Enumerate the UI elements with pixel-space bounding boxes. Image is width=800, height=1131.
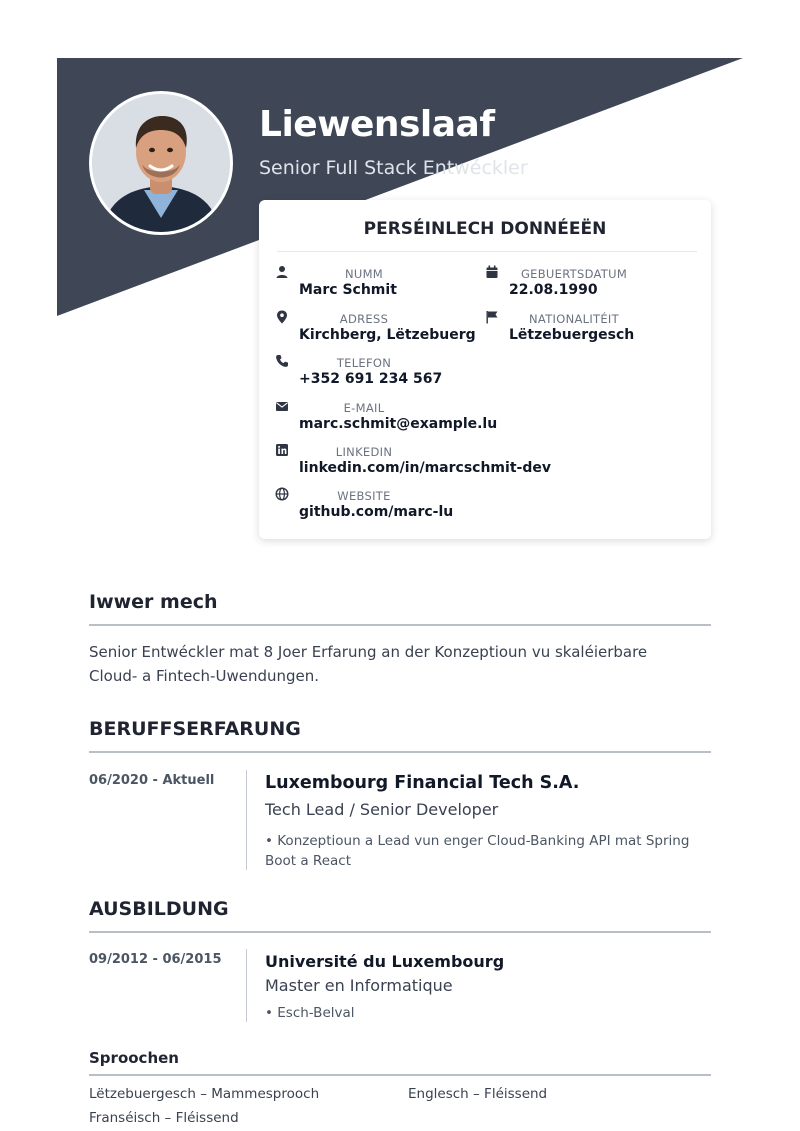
globe-icon xyxy=(275,487,289,501)
experience-divider xyxy=(89,751,711,753)
timeline-line xyxy=(246,949,247,1022)
field-label: E-MAIL xyxy=(343,401,385,415)
experience-company: Luxembourg Financial Tech S.A. xyxy=(265,773,580,793)
timeline-line xyxy=(246,770,247,870)
personal-data-card xyxy=(259,200,711,539)
location-pin-icon xyxy=(275,310,289,324)
experience-position: Tech Lead / Senior Developer xyxy=(265,800,499,819)
about-text: Senior Entwéckler mat 8 Joer Erfarung an der Konzeptioun vu skaléierbare Cloud- a Fintech-Uwendungen. xyxy=(89,643,648,685)
card-divider xyxy=(277,251,697,252)
field-label: TELEFON xyxy=(336,356,392,370)
field-value: linkedin.com/in/marcschmit-dev xyxy=(299,460,551,476)
education-date: 09/2012 - 06/2015 xyxy=(89,952,222,967)
field-label: NUMM xyxy=(344,267,384,281)
field-value: github.com/marc-lu xyxy=(299,504,454,520)
about-divider xyxy=(89,624,711,626)
about-heading: Iwwer mech xyxy=(89,591,218,613)
field-value: Kirchberg, Lëtzebuerg xyxy=(299,327,476,343)
field-label: LINKEDIN xyxy=(335,445,393,459)
envelope-icon xyxy=(275,399,289,413)
education-heading: AUSBILDUNG xyxy=(89,898,229,920)
profile-photo xyxy=(89,91,233,235)
experience-description: • Konzeptioun a Lead vun enger Cloud-Banking API mat Spring Boot a React xyxy=(265,833,690,869)
experience-date: 06/2020 - Aktuell xyxy=(89,773,215,788)
field-value: Marc Schmit xyxy=(299,282,397,298)
field-label: WEBSITE xyxy=(337,489,391,503)
languages-heading: Sproochen xyxy=(89,1049,179,1067)
field-value: +352 691 234 567 xyxy=(299,371,443,387)
field-label: ADRESS xyxy=(339,312,389,326)
language-item: Lëtzebuergesch – Mammesprooch xyxy=(89,1086,320,1102)
phone-icon xyxy=(275,354,289,368)
field-label: NATIONALITÉIT xyxy=(529,312,619,326)
personal-data-title: PERSÉINLECH DONNÉEËN xyxy=(363,219,607,239)
education-school: Université du Luxembourg xyxy=(265,952,505,971)
field-value: 22.08.1990 xyxy=(509,282,598,298)
portrait-illustration xyxy=(92,94,230,232)
languages-divider xyxy=(89,1074,711,1076)
linkedin-icon xyxy=(275,443,289,457)
education-degree: Master en Informatique xyxy=(265,976,453,995)
education-location: • Esch-Belval xyxy=(265,1005,355,1021)
field-label: GEBUERTSDATUM xyxy=(520,267,628,281)
calendar-icon xyxy=(485,265,499,279)
job-title: Senior Full Stack Entwéckler xyxy=(259,157,528,179)
language-item: Englesch – Fléissend xyxy=(408,1086,548,1102)
field-value: marc.schmit@example.lu xyxy=(299,416,498,432)
page-title: Liewenslaaf xyxy=(259,104,495,145)
language-item: Franséisch – Fléissend xyxy=(89,1110,239,1126)
flag-icon xyxy=(485,310,499,324)
user-icon xyxy=(275,265,289,279)
experience-heading: BERUFFSERFARUNG xyxy=(89,718,301,740)
education-divider xyxy=(89,931,711,933)
field-value: Lëtzebuergesch xyxy=(509,327,635,343)
